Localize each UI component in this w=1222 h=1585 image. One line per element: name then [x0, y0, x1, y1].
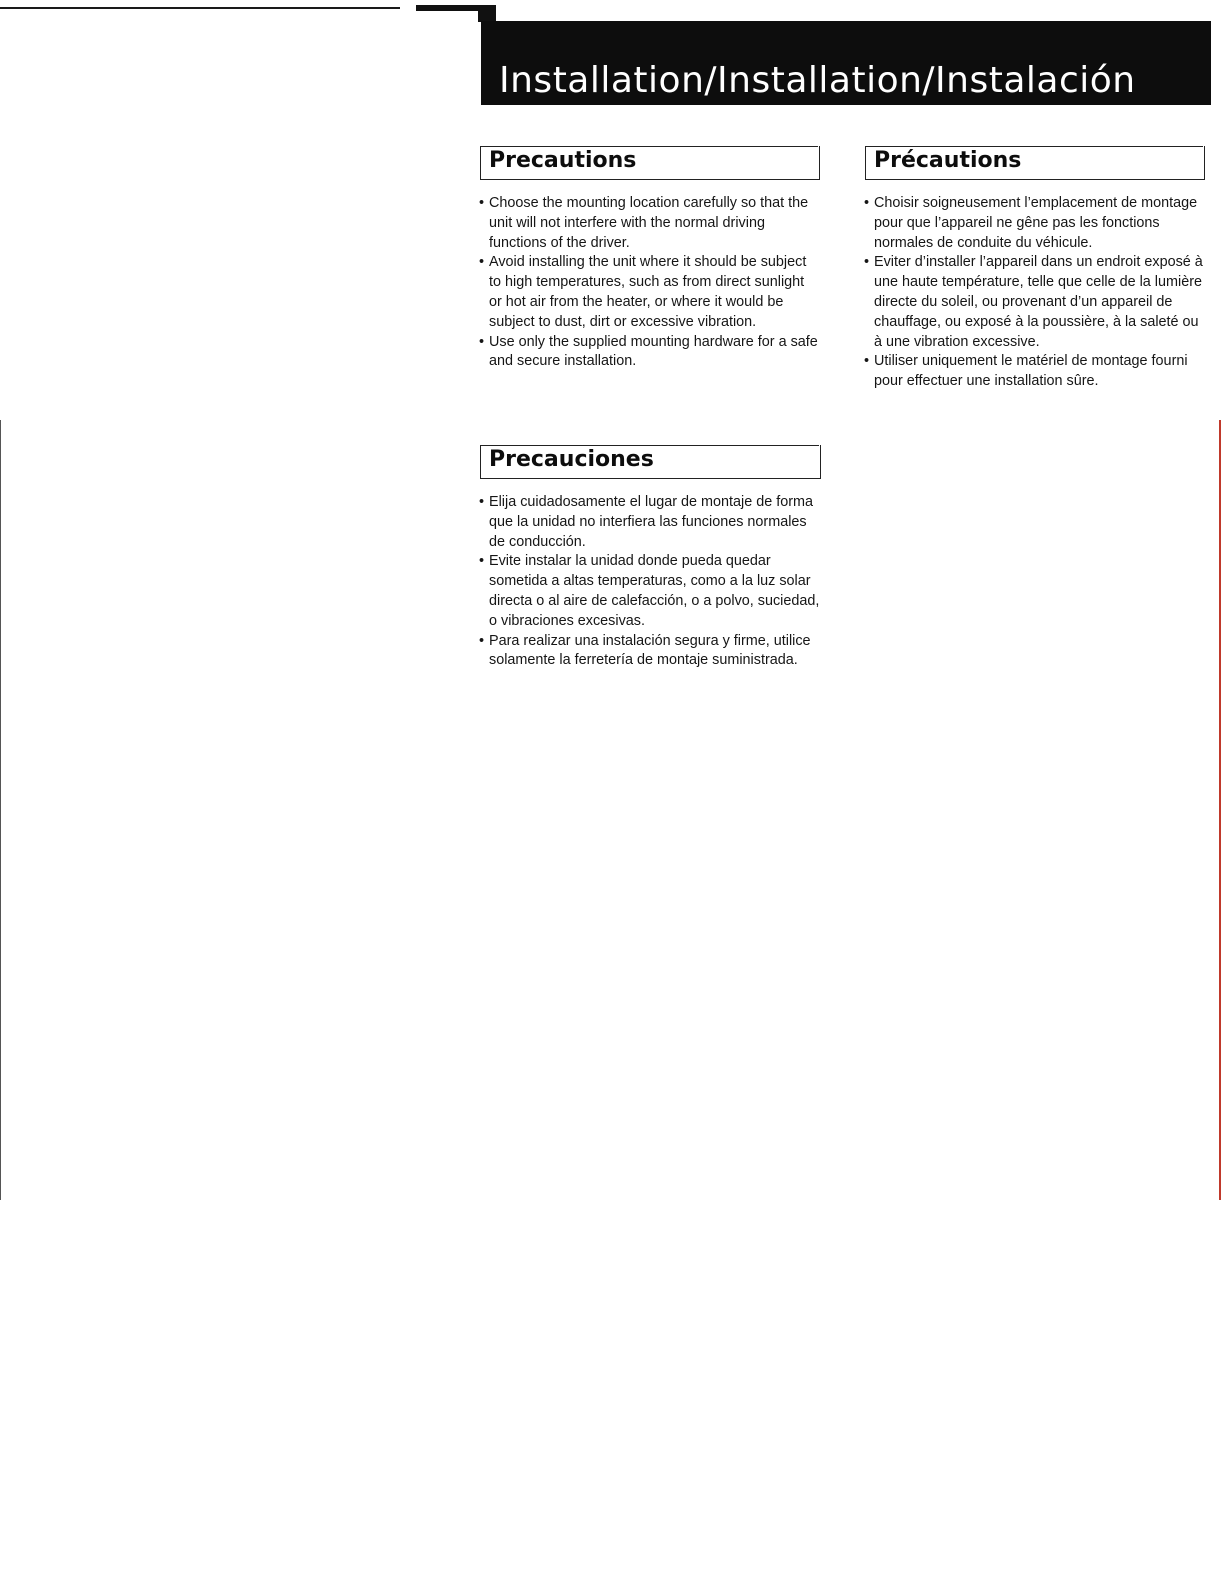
section-title: Precauciones — [489, 447, 654, 472]
list-item: • Avoid installing the unit where it should be subject to high temperatures, such as from direct sunlight or hot air from the heater, or where it would be subject to dust, dirt or excessive vibration. — [480, 253, 820, 332]
section-header — [865, 146, 1205, 180]
right-edge-line — [1219, 420, 1221, 1200]
section-precautions-fr — [865, 146, 1205, 392]
section-title: Precautions — [489, 148, 637, 173]
section-title: Précautions — [874, 148, 1022, 173]
bullet-list — [865, 194, 1205, 392]
section-precautions-es — [480, 445, 821, 671]
top-rule — [0, 7, 400, 9]
list-item: • Elija cuidadosamente el lugar de montaje de forma que la unidad no interfiera las funciones normales de conducción. — [480, 493, 821, 552]
list-item: • Eviter d’installer l’appareil dans un endroit exposé à une haute température, telle que celle de la lumière directe du soleil, ou provenant d’un appareil de chauffage, ou exposé à la poussière, à la saleté ou à une vibration excessive. — [865, 253, 1205, 352]
list-item: • Utiliser uniquement le matériel de montage fourni pour effectuer une installation sûre. — [865, 352, 1205, 392]
list-item: • Choose the mounting location carefully so that the unit will not interfere with the normal driving functions of the driver. — [480, 194, 820, 253]
bullet-list — [480, 194, 820, 372]
list-item: • Evite instalar la unidad donde pueda quedar sometida a altas temperaturas, como a la luz solar directa o al aire de calefacción, o a polvo, suciedad, o vibraciones excesivas. — [480, 552, 821, 631]
left-edge-line — [0, 420, 1, 1200]
list-item: • Para realizar una instalación segura y firme, utilice solamente la ferretería de montaje suministrada. — [480, 632, 821, 672]
list-item: • Choisir soigneusement l’emplacement de montage pour que l’appareil ne gêne pas les fonctions normales de conduite du véhicule. — [865, 194, 1205, 253]
section-precautions-en — [480, 146, 820, 372]
title-banner — [481, 21, 1211, 105]
section-header — [480, 445, 821, 479]
list-item: • Use only the supplied mounting hardware for a safe and secure installation. — [480, 333, 820, 373]
bullet-list — [480, 493, 821, 671]
section-header — [480, 146, 820, 180]
page-title: Installation/Installation/Instalación — [499, 60, 1136, 101]
